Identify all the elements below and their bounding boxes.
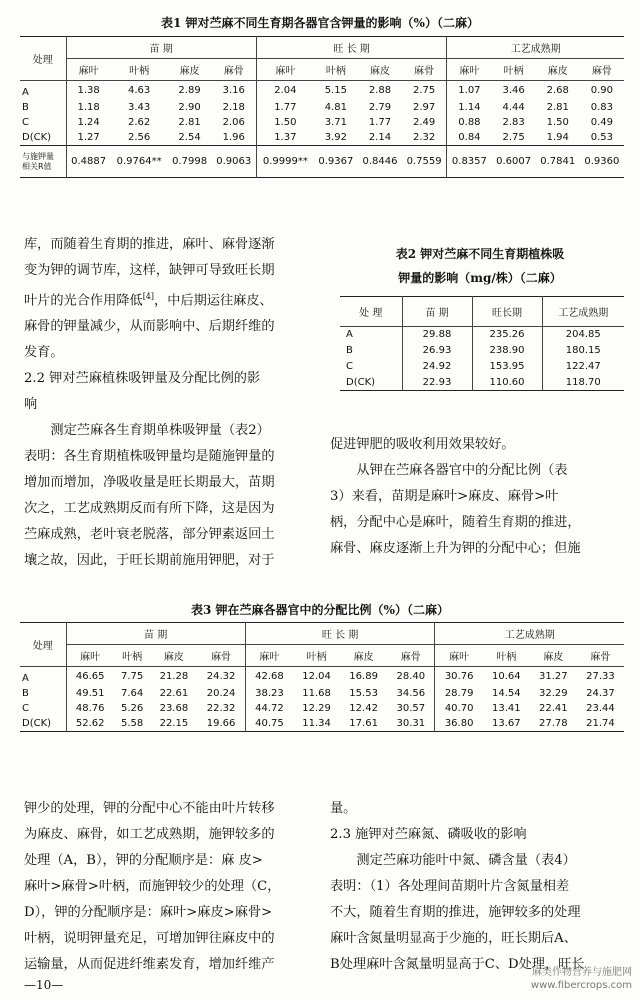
- table-cell: 22.93: [402, 375, 472, 391]
- table-cell: 40.70: [444, 703, 474, 714]
- organ-header: 麻叶: [449, 652, 470, 663]
- corr-cell: 0.6007: [496, 156, 532, 167]
- table-cell: 31.27: [539, 671, 568, 682]
- table2-caption: 表2 钾对苎麻不同生育期植株吸 钾量的影响（mg/株）（二麻）: [395, 247, 565, 285]
- table-cell: 238.90: [472, 343, 542, 359]
- table-cell: 12.04: [302, 671, 331, 682]
- table-cell: 0.49: [590, 117, 614, 128]
- table-cell: 118.70: [565, 376, 601, 388]
- organ-header: 麻皮: [179, 66, 200, 77]
- text-line: 苎麻成熟，老叶衰老脱落，部分钾素返回土: [24, 527, 275, 543]
- table-cell: 23.68: [159, 703, 189, 714]
- corr-cell: 0.9764**: [116, 156, 162, 167]
- table-cell: 27.78: [539, 718, 568, 729]
- organ-header: 麻骨: [212, 59, 257, 81]
- table-cell: 122.47: [565, 361, 601, 372]
- table-cell: 19.66: [197, 716, 245, 732]
- text-line: 运输量，从而促进纤维素发育，增加纤维产: [24, 957, 275, 972]
- table-cell: 2.06: [212, 115, 257, 130]
- table-cell: 2.14: [368, 132, 392, 143]
- organ-header: 叶柄: [503, 66, 524, 77]
- table-cell: 2.89: [178, 85, 201, 96]
- table-cell: 5.15: [324, 85, 347, 96]
- text-line: 测定苎麻功能叶中氮、磷含量（表4）: [356, 853, 576, 868]
- table-row: [20, 667, 624, 687]
- table-cell: 23.44: [586, 703, 615, 714]
- table-row: [20, 130, 624, 146]
- text-line: 表明：（1）各处理间苗期叶片含氮量相差: [330, 879, 570, 894]
- organ-header: 麻骨: [387, 645, 435, 667]
- table-cell: 110.60: [472, 375, 542, 391]
- table-cell: 12.29: [302, 703, 331, 714]
- organ-header: 叶柄: [306, 652, 327, 663]
- table-row: [20, 686, 624, 701]
- table-row: [340, 327, 624, 343]
- text-block-3: [330, 432, 630, 562]
- table-cell: 0.88: [458, 117, 481, 128]
- table-cell: 4.44: [502, 102, 525, 113]
- table-cell: 22.41: [539, 703, 568, 714]
- row-label: D(CK): [20, 130, 66, 146]
- table3: [20, 622, 624, 732]
- table-cell: 30.31: [387, 716, 435, 732]
- table-cell: 46.65: [75, 671, 105, 682]
- section-heading-2-3: 2.3 施钾对苎麻氮、磷吸收的影响: [330, 827, 527, 842]
- table-cell: 49.51: [75, 688, 105, 699]
- row-label: C: [20, 115, 66, 130]
- table3-period-vigorous: 旺 长 期: [245, 623, 435, 645]
- text-line: 次之，工艺成熟期反而有所下降，这是因为: [24, 501, 275, 517]
- organ-header: 麻骨: [590, 652, 611, 663]
- corr-cell: 0.9367: [318, 156, 354, 167]
- row-label: A: [340, 327, 402, 343]
- table-cell: 2.90: [178, 102, 201, 113]
- text-line: 柄，分配中心是麻叶，随着生育期的推进，: [330, 515, 581, 530]
- text-line: 麻叶含氮量明显高于少施的，旺长期后A、: [330, 931, 577, 946]
- table-cell: 28.40: [387, 667, 435, 687]
- corr-cell: 0.9999**: [262, 156, 308, 167]
- organ-header: 麻皮: [543, 652, 564, 663]
- citation-ref: [4]: [142, 292, 155, 301]
- table-cell: 2.79: [368, 102, 392, 113]
- table3-caption: 表3 钾在苎麻各器官中的分配比例（%）（二麻）: [191, 603, 449, 617]
- table-cell: 34.56: [387, 686, 435, 701]
- table-cell: 2.18: [212, 100, 257, 115]
- text-line: D），钾的分配顺序是：麻叶>麻皮>麻骨>: [24, 905, 273, 920]
- table-cell: 2.32: [402, 130, 447, 146]
- table-cell: 2.68: [546, 85, 569, 96]
- text-line: 发育。: [24, 345, 64, 361]
- table-cell: 2.81: [178, 117, 201, 128]
- table-cell: 3.92: [324, 132, 347, 143]
- organ-header: 叶柄: [325, 66, 346, 77]
- table-cell: 3.43: [128, 102, 151, 113]
- text-line: 测定苎麻各生育期单株吸钾量（表2）: [50, 423, 270, 439]
- table-cell: 12.42: [349, 703, 378, 714]
- table-cell: 11.34: [302, 718, 331, 729]
- table-cell: 4.63: [128, 85, 151, 96]
- table2-header-treatment: 处 理: [340, 297, 402, 327]
- organ-header: 叶柄: [122, 652, 143, 663]
- table-cell: 1.14: [458, 102, 481, 113]
- table-cell: 13.41: [492, 703, 521, 714]
- text-block-1: [24, 232, 324, 574]
- table-cell: 0.90: [590, 85, 614, 96]
- text-line: 不大，随着生育期的推进，施钾较多的处理: [330, 905, 581, 920]
- text-line: 麻骨、麻皮逐渐上升为钾的分配中心；但施: [330, 541, 581, 556]
- corr-label-line: 相关R值: [22, 161, 52, 171]
- table-cell: 2.49: [402, 115, 447, 130]
- row-label: B: [20, 100, 66, 115]
- table-cell: 2.75: [502, 132, 525, 143]
- table-cell: 5.58: [120, 718, 144, 729]
- table-cell: 52.62: [75, 718, 105, 729]
- table-cell: 21.28: [159, 671, 189, 682]
- table-cell: 0.84: [458, 132, 481, 143]
- table-cell: 21.74: [586, 718, 615, 729]
- table1-stub: 处理: [20, 37, 66, 81]
- table-row: [20, 701, 624, 716]
- table-cell: 24.37: [586, 688, 615, 699]
- organ-header: 麻叶: [80, 652, 101, 663]
- table-cell: 7.64: [120, 688, 144, 699]
- table-cell: 1.37: [274, 132, 297, 143]
- table-cell: 1.50: [546, 117, 569, 128]
- organ-header: 麻皮: [163, 652, 184, 663]
- text-line: 促进钾肥的吸收利用效果较好。: [330, 437, 515, 452]
- text-line: 叶柄，说明钾量充足，可增加钾往麻皮中的: [24, 931, 275, 946]
- corr-cell: 0.8357: [451, 156, 487, 167]
- organ-header: 麻骨: [197, 645, 245, 667]
- table-row: [20, 115, 624, 130]
- table-cell: 2.83: [502, 117, 525, 128]
- organ-header: 麻皮: [547, 66, 568, 77]
- row-label: C: [20, 701, 66, 716]
- table-cell: 3.46: [502, 85, 525, 96]
- table-cell: 2.97: [402, 100, 447, 115]
- table-cell: 24.32: [197, 667, 245, 687]
- text-line: 麻骨的钾量减少，从而影响中、后期纤维的: [24, 319, 275, 335]
- text-line: 为麻皮、麻骨，如工艺成熟期，施钾较多的: [24, 827, 275, 842]
- table-cell: 29.88: [402, 327, 472, 343]
- table-row: [340, 375, 624, 391]
- table-cell: 26.93: [402, 343, 472, 359]
- table-cell: 1.94: [546, 132, 569, 143]
- table-cell: 32.29: [539, 688, 568, 699]
- table-cell: 1.27: [77, 132, 100, 143]
- text-line: 库，而随着生育期的推进，麻叶、麻骨逐渐: [24, 237, 275, 252]
- table-cell: 0.53: [590, 132, 614, 143]
- organ-header: 麻皮: [353, 652, 374, 663]
- table-cell: 22.32: [197, 701, 245, 716]
- text-line: 3）来看，苗期是麻叶>麻皮、麻骨>叶: [330, 489, 559, 504]
- organ-header: 麻骨: [591, 66, 612, 77]
- table-cell: 7.75: [120, 671, 144, 682]
- organ-header: 麻骨: [402, 59, 447, 81]
- table-cell: 3.71: [324, 117, 347, 128]
- table-row: [20, 100, 624, 115]
- text-line: 表明：各生育期植株吸钾量均是随施钾量的: [24, 449, 275, 465]
- text-line: 增加而增加，净吸收量是旺长期最大，苗期: [24, 475, 275, 491]
- table-cell: 10.64: [492, 671, 521, 682]
- text-line: 钾少的处理，钾的分配中心不能由叶片转移: [24, 801, 275, 816]
- table-cell: 22.15: [159, 718, 189, 729]
- table-cell: 42.68: [255, 671, 284, 682]
- table-cell: 1.24: [77, 117, 100, 128]
- table-cell: 15.53: [349, 688, 378, 699]
- corr-cell: 0.4887: [71, 156, 107, 167]
- table-cell: 13.67: [492, 718, 521, 729]
- table2-header-vigorous: 旺长期: [472, 297, 542, 327]
- table2: [340, 296, 624, 391]
- table-cell: 204.85: [565, 329, 601, 341]
- row-label: A: [20, 81, 66, 101]
- corr-cell: 0.9063: [212, 146, 257, 178]
- table-row: [20, 716, 624, 732]
- table-cell: 30.76: [444, 671, 474, 682]
- table-cell: 2.54: [178, 132, 201, 143]
- table-cell: 3.16: [212, 81, 257, 101]
- text-line: 从钾在苎麻各器官中的分配比例（表: [356, 463, 568, 478]
- table-cell: 30.57: [387, 701, 435, 716]
- table-cell: 40.75: [255, 718, 284, 729]
- table-cell: 1.77: [274, 102, 297, 113]
- text-line: 量。: [330, 801, 357, 816]
- table-cell: 20.24: [197, 686, 245, 701]
- table1-caption: 表1 钾对苎麻不同生育期各器官含钾量的影响（%）（二麻）: [161, 16, 479, 30]
- table-cell: 153.95: [472, 359, 542, 375]
- table-cell: 17.61: [349, 718, 378, 729]
- row-label: D(CK): [20, 716, 66, 732]
- table-cell: 1.38: [77, 85, 100, 96]
- page-number: —10—: [24, 978, 64, 992]
- text-line: 处理（A，B），钾的分配顺序是：麻 皮>: [24, 853, 263, 868]
- table-cell: 1.18: [77, 102, 100, 113]
- table1-period-seedling: 苗 期: [66, 37, 256, 59]
- table-cell: 2.75: [402, 81, 447, 101]
- organ-header: 麻皮: [369, 66, 390, 77]
- text-line: 壤之故，因此，于旺长期前施用钾肥，对于: [24, 553, 275, 569]
- organ-header: 叶柄: [496, 652, 517, 663]
- organ-header: 麻叶: [459, 66, 480, 77]
- table-cell: 2.04: [274, 85, 297, 96]
- table-cell: 0.83: [590, 102, 614, 113]
- row-label: D(CK): [340, 375, 402, 391]
- table-cell: 2.81: [546, 102, 569, 113]
- table-cell: 2.62: [128, 117, 151, 128]
- table-cell: 24.92: [402, 359, 472, 375]
- table-cell: 2.56: [128, 132, 151, 143]
- corr-cell: 0.7559: [402, 146, 447, 178]
- text-line: B处理麻叶含氮量明显高于C、D处理，旺长: [330, 957, 585, 972]
- table-cell: 14.54: [492, 688, 521, 699]
- row-label: A: [20, 667, 66, 687]
- table-cell: 4.81: [324, 102, 347, 113]
- table-cell: 1.77: [368, 117, 392, 128]
- table-cell: 1.07: [458, 85, 481, 96]
- table-row: [20, 81, 624, 101]
- text-line: 麻叶>麻骨>叶柄，而施钾较少的处理（C，: [24, 879, 281, 894]
- table-cell: 11.68: [302, 688, 331, 699]
- table3-stub: 处理: [20, 623, 66, 667]
- text-block-5: [330, 796, 630, 978]
- section-heading-2-2: 2.2 钾对苎麻植株吸钾量及分配比例的影: [24, 371, 261, 387]
- text-line: 变为钾的调节库，这样，缺钾可导致旺长期: [24, 263, 275, 278]
- table-cell: 235.26: [472, 327, 542, 343]
- table2-header-mature: 工艺成熟期: [558, 308, 609, 319]
- table-cell: 1.96: [212, 130, 257, 146]
- organ-header: 麻叶: [275, 66, 296, 77]
- corr-cell: 0.7841: [540, 156, 576, 167]
- table-cell: 16.89: [349, 671, 378, 682]
- table-cell: 44.72: [255, 703, 284, 714]
- table2-header-seedling: 苗 期: [402, 297, 472, 327]
- row-label: B: [340, 343, 402, 359]
- corr-label: [20, 146, 66, 178]
- corr-cell: 0.9360: [584, 156, 620, 167]
- table-cell: 27.33: [586, 671, 615, 682]
- text-line: 叶片的光合作用降低[4]，中后期运往麻皮、: [24, 292, 273, 309]
- table1-period-mature: 工艺成熟期: [447, 37, 624, 59]
- table3-period-seedling: 苗 期: [66, 623, 245, 645]
- table-cell: 48.76: [75, 703, 105, 714]
- table-cell: 22.61: [159, 688, 189, 699]
- organ-header: 叶柄: [129, 66, 150, 77]
- table-cell: 180.15: [565, 345, 601, 356]
- watermark: 麻类作物营养与施肥网 www.fibercrops.com: [530, 967, 632, 991]
- organ-header: 麻叶: [259, 652, 280, 663]
- row-label: C: [340, 359, 402, 375]
- table1-period-vigorous: 旺 长 期: [256, 37, 446, 59]
- row-label: B: [20, 686, 66, 701]
- corr-cell: 0.8446: [362, 156, 398, 167]
- table-cell: 1.50: [274, 117, 297, 128]
- table-cell: 28.79: [444, 688, 474, 699]
- table3-period-mature: 工艺成熟期: [435, 623, 624, 645]
- table-row: [340, 359, 624, 375]
- table-cell: 5.26: [120, 703, 144, 714]
- organ-header: 麻叶: [78, 66, 99, 77]
- table1: [20, 36, 624, 178]
- corr-cell: 0.7998: [172, 156, 208, 167]
- text-block-4: [24, 796, 324, 978]
- table-cell: 36.80: [444, 718, 474, 729]
- table-row: [340, 343, 624, 359]
- section-heading-2-2-cont: 响: [24, 397, 38, 413]
- corr-label-line: 与施钾量: [22, 151, 54, 161]
- table-cell: 2.88: [368, 85, 392, 96]
- table-cell: 38.23: [255, 688, 284, 699]
